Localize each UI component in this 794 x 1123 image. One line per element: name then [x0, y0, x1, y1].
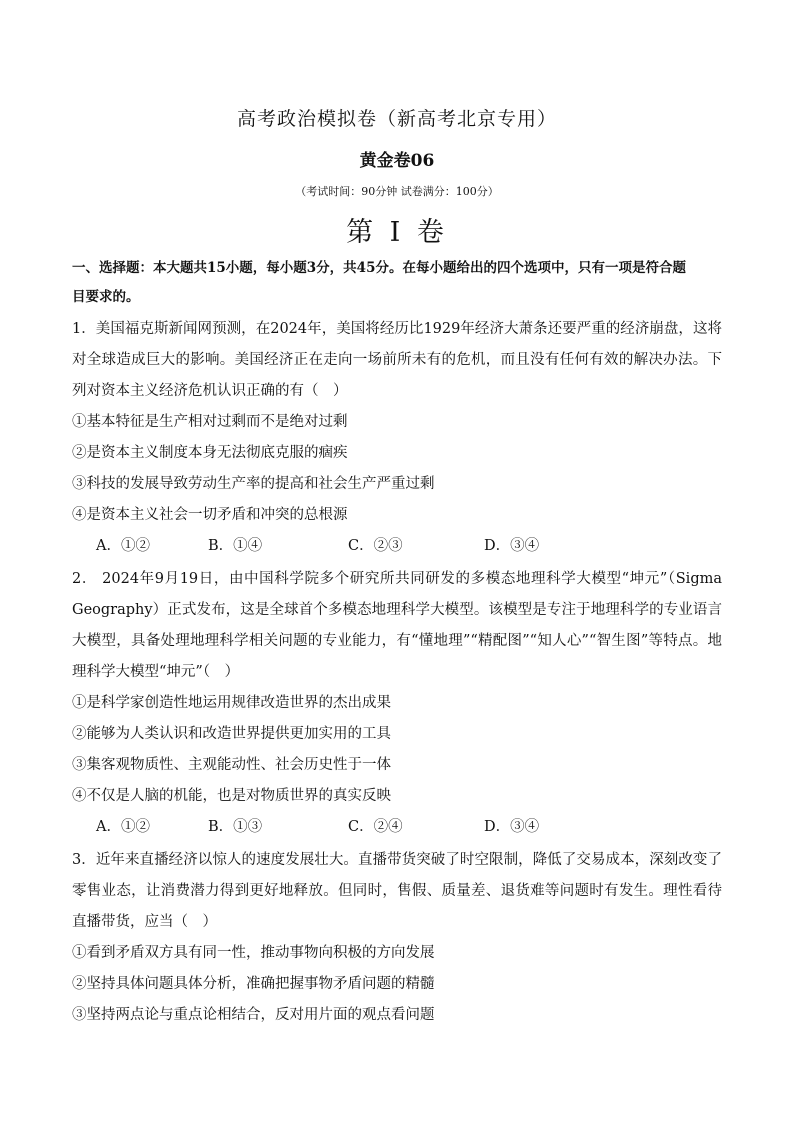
- section-heading-line: 目要求的。: [72, 289, 140, 305]
- answer-choices: [72, 812, 722, 843]
- statement-item: ④是资本主义社会一切矛盾和冲突的总根源: [72, 507, 348, 523]
- statement-item: ③坚持两点论与重点论相结合，反对用片面的观点看问题: [72, 1007, 435, 1023]
- statement-item: ②是资本主义制度本身无法彻底克服的痼疾: [72, 445, 348, 461]
- question-stem: 1．美国福克斯新闻网预测，在2024年，美国将经历比1929年经济大萧条还要严重的经济崩盘，这将对全球造成巨大的影响。美国经济正在走向一场前所未有的危机，而且没有任何有效的解决办法。下列对资本主义经济危机认识正确的有（ ）: [72, 321, 722, 399]
- section-heading-line: 一、选择题：本大题共15小题，每小题3分，共45分。在每小题给出的四个选项中，只有一项是符合题: [72, 260, 686, 276]
- exam-info: （考试时间：90分钟 试卷满分：100分）: [295, 185, 499, 198]
- statement-item: ①基本特征是生产相对过剩而不是绝对过剩: [72, 414, 348, 430]
- exam-content: [72, 254, 722, 1031]
- choice-b: B．①④: [208, 538, 263, 554]
- statement-item: ④不仅是人脑的机能，也是对物质世界的真实反映: [72, 788, 391, 804]
- statement-item: ②坚持具体问题具体分析，准确把握事物矛盾问题的精髓: [72, 976, 435, 992]
- statement-item: ①看到矛盾双方具有同一性，推动事物向积极的方向发展: [72, 945, 435, 961]
- choice-c: C．②④: [348, 819, 403, 835]
- statement-item: ③科技的发展导致劳动生产率的提高和社会生产严重过剩: [72, 476, 435, 492]
- question-2: [72, 564, 722, 843]
- statement-item: ②能够为人类认识和改造世界提供更加实用的工具: [72, 726, 391, 742]
- volume-heading: 第 I 卷: [346, 217, 448, 248]
- choice-c: C．②③: [348, 538, 403, 554]
- statement-item: ③集客观物质性、主观能动性、社会历史性于一体: [72, 757, 391, 773]
- question-stem: 2． 2024年9月19日，由中国科学院多个研究所共同研发的多模态地理科学大模型“坤元”（Sigma Geography）正式发布，这是全球首个多模态地理科学大模型。该模型是专注于地理科学的专业语言大模型，具备处理地理科学相关问题的专业能力，有“懂地理”“精配图”“知人心”“智生图”等特点。地理科学大模型“坤元”（ ）: [72, 571, 722, 680]
- question-3: [72, 845, 722, 1031]
- answer-choices: [72, 531, 722, 562]
- choice-a: A．①②: [96, 819, 150, 835]
- exam-title: 高考政治模拟卷（新高考北京专用）: [236, 108, 557, 130]
- choice-a: A．①②: [96, 538, 150, 554]
- statement-item: ①是科学家创造性地运用规律改造世界的杰出成果: [72, 695, 391, 711]
- choice-d: D．③④: [484, 819, 540, 835]
- choice-d: D．③④: [484, 538, 540, 554]
- choice-b: B．①③: [208, 819, 263, 835]
- exam-subtitle: 黄金卷06: [359, 151, 435, 171]
- question-stem: 3．近年来直播经济以惊人的速度发展壮大。直播带货突破了时空限制，降低了交易成本，深刻改变了零售业态，让消费潜力得到更好地释放。但同时，售假、质量差、退货难等问题时有发生。理性看待直播带货，应当（ ）: [72, 852, 722, 930]
- section-heading: [72, 254, 722, 312]
- question-1: [72, 314, 722, 562]
